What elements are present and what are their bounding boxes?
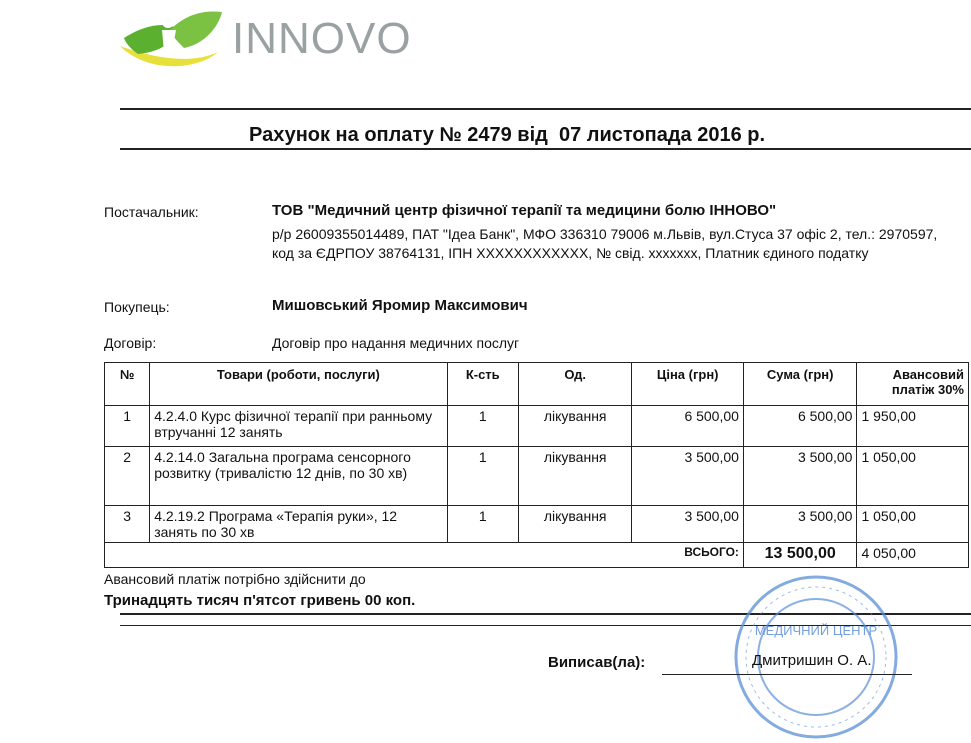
invoice-title: Рахунок на оплату № 2479 від 07 листопада 2016 р. [249, 124, 766, 146]
row-num: 2 [105, 447, 150, 506]
contract-value: Договір про надання медичних послуг [272, 335, 520, 351]
row-price: 3 500,00 [632, 447, 744, 506]
row-num: 3 [105, 506, 150, 543]
table-row [105, 506, 969, 543]
row-qty: 1 [447, 447, 518, 506]
signed-by-label: Виписав(ла): [548, 654, 646, 671]
contract-label: Договір: [104, 335, 157, 351]
stamp-center-text: МЕДИЧНИЙ ЦЕНТР [754, 623, 878, 638]
row-sum: 3 500,00 [743, 447, 857, 506]
logo-brand-text: INNOVO [232, 14, 412, 63]
row-advance: 1 050,00 [857, 506, 969, 543]
col-header-goods: Товари (роботи, послуги) [150, 363, 447, 406]
col-header-sum: Сума (грн) [743, 363, 857, 406]
row-advance: 1 950,00 [857, 406, 969, 447]
signature-line [662, 674, 912, 675]
supplier-name: ТОВ "Медичний центр фізичної терапії та медицини болю ІННОВО" [272, 202, 777, 219]
total-advance: 4 050,00 [857, 543, 969, 568]
row-service: 4.2.19.2 Програма «Терапія руки», 12 занять по 30 хв [150, 506, 447, 543]
row-price: 3 500,00 [632, 506, 744, 543]
invoice-table [104, 362, 969, 568]
title-rule [120, 148, 971, 150]
col-header-qty: К-сть [447, 363, 518, 406]
total-sum: 13 500,00 [743, 543, 857, 568]
table-total-row [105, 543, 969, 568]
col-header-price: Ціна (грн) [632, 363, 744, 406]
supplier-details: р/р 26009355014489, ПАТ "Ідеа Банк", МФО 336310 79006 м.Львів, вул.Стуса 37 офіс 2, тел.: 2970597, код за ЄДРПОУ 38764131, ІПН ХХХХХХХХХХХХ, № свід. ххххххх, Платник єдиного податку [272, 226, 938, 261]
supplier-label: Постачальник: [104, 204, 199, 220]
advance-note: Авансовий платіж потрібно здійснити до [104, 571, 366, 587]
row-num: 1 [105, 406, 150, 447]
row-advance: 1 050,00 [857, 447, 969, 506]
signer-name: Дмитришин О. А. [752, 652, 872, 669]
row-qty: 1 [447, 406, 518, 447]
total-label: ВСЬОГО: [105, 543, 744, 568]
row-unit: лікування [518, 506, 632, 543]
row-service: 4.2.4.0 Курс фізичної терапії при ранньому втручанні 12 занять [150, 406, 447, 447]
row-service: 4.2.14.0 Загальна програма сенсорного розвитку (тривалістю 12 днів, по 30 хв) [150, 447, 447, 506]
row-qty: 1 [447, 506, 518, 543]
row-sum: 3 500,00 [743, 506, 857, 543]
table-row [105, 447, 969, 506]
amount-in-words: Тринадцять тисяч п'ятсот гривень 00 коп. [104, 592, 416, 609]
col-header-unit: Од. [518, 363, 632, 406]
buyer-label: Покупець: [104, 299, 170, 315]
row-unit: лікування [518, 447, 632, 506]
table-row [105, 406, 969, 447]
header-rule [120, 108, 971, 110]
row-price: 6 500,00 [632, 406, 744, 447]
col-header-num: № [105, 363, 150, 406]
row-sum: 6 500,00 [743, 406, 857, 447]
col-header-advance: Авансовий платіж 30% [857, 363, 969, 406]
table-header-row [105, 363, 969, 406]
row-unit: лікування [518, 406, 632, 447]
buyer-name: Мишовський Яромир Максимович [272, 297, 528, 314]
